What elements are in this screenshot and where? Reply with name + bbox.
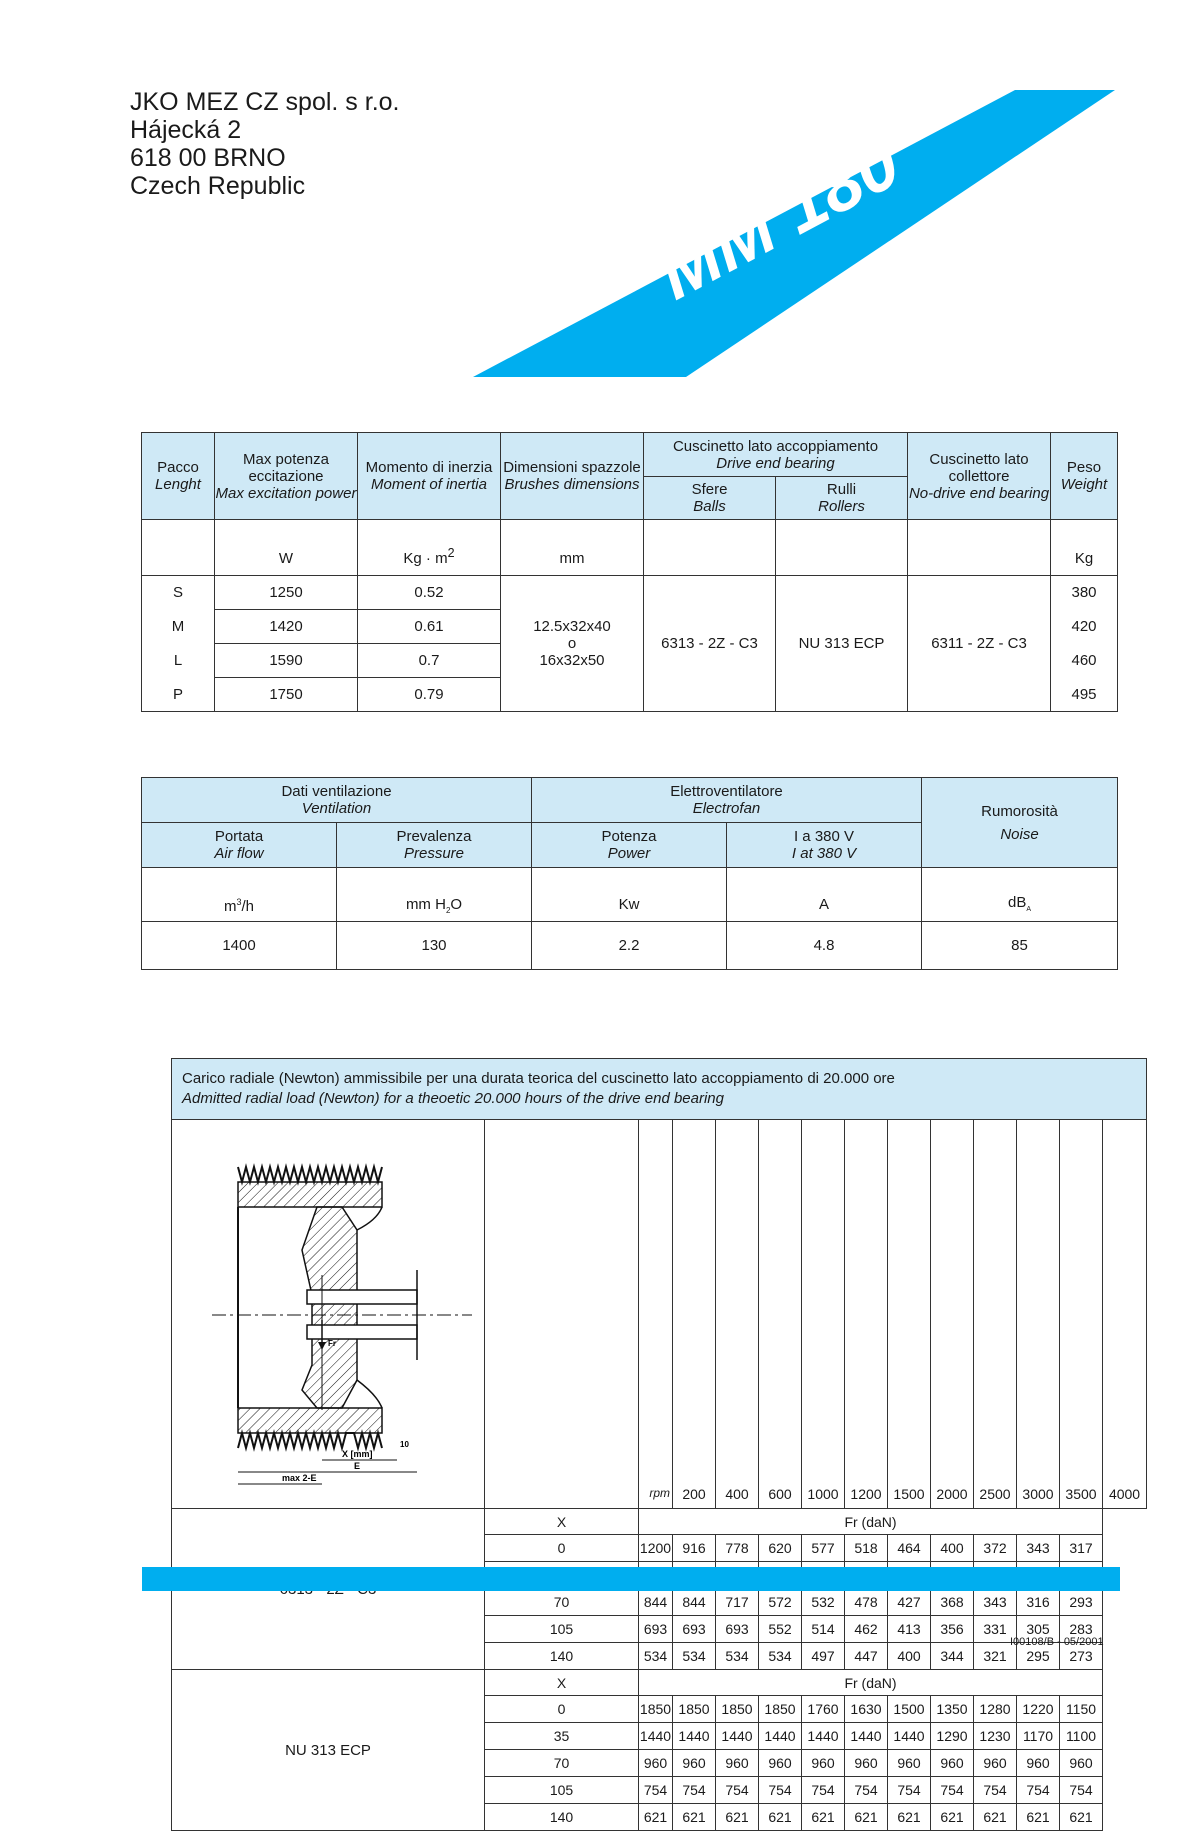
load-value-cell: 754 bbox=[931, 1777, 974, 1804]
load-value-cell: 621 bbox=[845, 1804, 888, 1831]
rpm-cell: 200 bbox=[673, 1120, 716, 1509]
load-value-cell: 321 bbox=[974, 1643, 1017, 1670]
header-brushes: Dimensioni spazzole Brushes dimensions bbox=[501, 433, 644, 520]
load-value-cell: 916 bbox=[673, 1535, 716, 1562]
load-value-cell: 1100 bbox=[1060, 1723, 1103, 1750]
unit-pacco bbox=[142, 520, 215, 576]
load-value-cell: 1440 bbox=[845, 1723, 888, 1750]
load-value-cell: 1850 bbox=[716, 1696, 759, 1723]
max-2e-label: max 2-E bbox=[282, 1473, 317, 1483]
load-value-cell: 427 bbox=[888, 1589, 931, 1616]
load-value-cell: 368 bbox=[931, 1589, 974, 1616]
company-name: JKO MEZ CZ spol. s r.o. bbox=[130, 88, 400, 116]
rpm-cell: 4000 bbox=[1103, 1120, 1147, 1509]
ventilation-table bbox=[141, 777, 1118, 970]
load-value-cell: 1290 bbox=[931, 1723, 974, 1750]
noise-value: 85 bbox=[922, 922, 1118, 970]
load-value-cell: 343 bbox=[1017, 1535, 1060, 1562]
radial-load-title: Carico radiale (Newton) ammissibile per una durata teorica del cuscinetto lato accoppiamento di 20.000 ore Admitted radial load (Newton) for a theoetic 20.000 hours of the drive end bearing bbox=[172, 1059, 1147, 1120]
load-value-cell: 621 bbox=[639, 1804, 673, 1831]
load-value-cell: 1440 bbox=[639, 1723, 673, 1750]
x-value-cell: 140 bbox=[485, 1643, 639, 1670]
load-value-cell: 1440 bbox=[802, 1723, 845, 1750]
current-value: 4.8 bbox=[727, 922, 922, 970]
load-value-cell: 754 bbox=[639, 1777, 673, 1804]
brush-dimensions-cell: 12.5x32x40 o 16x32x50 bbox=[501, 576, 644, 712]
unit-weight: Kg bbox=[1051, 520, 1118, 576]
bearing-name-cell: NU 313 ECP bbox=[172, 1670, 485, 1831]
rpm-cell: 1500 bbox=[888, 1120, 931, 1509]
unit-noise: $dB_A$ bbox=[922, 868, 1118, 922]
load-value-cell: 1760 bbox=[802, 1696, 845, 1723]
rpm-cell: 600 bbox=[759, 1120, 802, 1509]
load-value-cell: 534 bbox=[673, 1643, 716, 1670]
x-value-cell: 105 bbox=[485, 1616, 639, 1643]
load-value-cell: 621 bbox=[1017, 1804, 1060, 1831]
footer-bar bbox=[142, 1567, 1120, 1591]
rpm-cell: 1000 bbox=[802, 1120, 845, 1509]
load-value-cell: 343 bbox=[974, 1589, 1017, 1616]
x-value-cell: 70 bbox=[485, 1750, 639, 1777]
load-value-cell: 754 bbox=[802, 1777, 845, 1804]
load-value-cell: 621 bbox=[931, 1804, 974, 1831]
load-value-cell: 534 bbox=[716, 1643, 759, 1670]
load-value-cell: 754 bbox=[845, 1777, 888, 1804]
load-value-cell: 1850 bbox=[759, 1696, 802, 1723]
pulley-drawing-cell bbox=[172, 1120, 485, 1509]
ten-label: 10 bbox=[400, 1440, 409, 1449]
load-value-cell: 844 bbox=[673, 1589, 716, 1616]
unit-rollers bbox=[776, 520, 908, 576]
load-value-cell: 621 bbox=[759, 1804, 802, 1831]
power-cell: 1750 bbox=[215, 678, 358, 712]
fr-label: Fr bbox=[328, 1339, 336, 1348]
company-city: 618 00 BRNO bbox=[130, 144, 286, 172]
header-pressure: Prevalenza Pressure bbox=[337, 823, 532, 868]
rpm-cell: 3000 bbox=[1017, 1120, 1060, 1509]
air-flow-value: 1400 bbox=[142, 922, 337, 970]
rpm-cell: 2500 bbox=[974, 1120, 1017, 1509]
load-value-cell: 1440 bbox=[888, 1723, 931, 1750]
weight-cell: 380 bbox=[1051, 576, 1118, 610]
load-value-cell: 273 bbox=[1060, 1643, 1103, 1670]
load-value-cell: 331 bbox=[974, 1616, 1017, 1643]
load-value-cell: 1440 bbox=[673, 1723, 716, 1750]
header-electrofan: Elettroventilatore Electrofan bbox=[532, 778, 922, 823]
load-value-cell: 295 bbox=[1017, 1643, 1060, 1670]
load-value-cell: 400 bbox=[888, 1643, 931, 1670]
load-value-cell: 621 bbox=[716, 1804, 759, 1831]
load-value-cell: 447 bbox=[845, 1643, 888, 1670]
nde-bearing-cell: 6311 - 2Z - C3 bbox=[908, 576, 1051, 712]
load-value-cell: 620 bbox=[759, 1535, 802, 1562]
load-value-cell: 534 bbox=[639, 1643, 673, 1670]
load-value-cell: 514 bbox=[802, 1616, 845, 1643]
header-noise: Rumorosità Noise bbox=[922, 778, 1118, 868]
load-value-cell: 960 bbox=[802, 1750, 845, 1777]
header-pacco: Pacco Lenght bbox=[142, 433, 215, 520]
load-value-cell: 693 bbox=[716, 1616, 759, 1643]
load-value-cell: 693 bbox=[639, 1616, 673, 1643]
load-value-cell: 844 bbox=[639, 1589, 673, 1616]
load-value-cell: 518 bbox=[845, 1535, 888, 1562]
load-value-cell: 1850 bbox=[673, 1696, 716, 1723]
model-name: MM 180 bbox=[645, 122, 913, 316]
load-value-cell: 1200 bbox=[639, 1535, 673, 1562]
load-value-cell: 960 bbox=[888, 1750, 931, 1777]
unit-fan-power: Kw bbox=[532, 868, 727, 922]
inertia-cell: 0.61 bbox=[358, 610, 501, 644]
load-value-cell: 960 bbox=[931, 1750, 974, 1777]
rpm-cell: 3500 bbox=[1060, 1120, 1103, 1509]
radial-load-table bbox=[171, 1058, 1147, 1831]
load-value-cell: 960 bbox=[759, 1750, 802, 1777]
load-value-cell: 497 bbox=[802, 1643, 845, 1670]
unit-current: A bbox=[727, 868, 922, 922]
fr-header: Fr (daN) bbox=[639, 1670, 1103, 1696]
load-value-cell: 1150 bbox=[1060, 1696, 1103, 1723]
header-fan-power: Potenza Power bbox=[532, 823, 727, 868]
load-value-cell: 960 bbox=[974, 1750, 1017, 1777]
load-value-cell: 462 bbox=[845, 1616, 888, 1643]
load-value-cell: 372 bbox=[974, 1535, 1017, 1562]
load-value-cell: 754 bbox=[759, 1777, 802, 1804]
x-value-cell: 0 bbox=[485, 1696, 639, 1723]
x-mm-label: X [mm] bbox=[342, 1449, 373, 1459]
company-street: Hájecká 2 bbox=[130, 116, 242, 144]
rpm-cell: 2000 bbox=[931, 1120, 974, 1509]
load-value-cell: 1440 bbox=[759, 1723, 802, 1750]
pulley-shape bbox=[238, 1167, 417, 1448]
load-value-cell: 754 bbox=[888, 1777, 931, 1804]
x-value-cell: 105 bbox=[485, 1777, 639, 1804]
load-value-cell: 1220 bbox=[1017, 1696, 1060, 1723]
load-value-cell: 1350 bbox=[931, 1696, 974, 1723]
weight-cell: 495 bbox=[1051, 678, 1118, 712]
header-ventilation: Dati ventilazione Ventilation bbox=[142, 778, 532, 823]
load-value-cell: 754 bbox=[974, 1777, 1017, 1804]
x-header: X bbox=[485, 1509, 639, 1535]
x-value-cell: 0 bbox=[485, 1535, 639, 1562]
weight-cell: 420 bbox=[1051, 610, 1118, 644]
header-max-power: Max potenza eccitazione Max excitation power bbox=[215, 433, 358, 520]
load-value-cell: 621 bbox=[974, 1804, 1017, 1831]
unit-balls bbox=[644, 520, 776, 576]
size-cell: P bbox=[142, 678, 215, 712]
power-cell: 1420 bbox=[215, 610, 358, 644]
load-value-cell: 400 bbox=[931, 1535, 974, 1562]
size-cell: L bbox=[142, 644, 215, 678]
load-value-cell: 960 bbox=[639, 1750, 673, 1777]
load-value-cell: 283 bbox=[1060, 1616, 1103, 1643]
header-inertia: Momento di inerzia Moment of inertia bbox=[358, 433, 501, 520]
load-value-cell: 552 bbox=[759, 1616, 802, 1643]
inertia-cell: 0.52 bbox=[358, 576, 501, 610]
x-value-cell: 70 bbox=[485, 1589, 639, 1616]
inertia-cell: 0.79 bbox=[358, 678, 501, 712]
load-value-cell: 960 bbox=[1060, 1750, 1103, 1777]
unit-air-flow: $m^3/h$ bbox=[142, 868, 337, 922]
rpm-cell: 1200 bbox=[845, 1120, 888, 1509]
load-value-cell: 1230 bbox=[974, 1723, 1017, 1750]
load-value-cell: 572 bbox=[759, 1589, 802, 1616]
load-value-cell: 534 bbox=[759, 1643, 802, 1670]
header-balls: Sfere Balls bbox=[644, 477, 776, 520]
header-drive-end-bearing: Cuscinetto lato accoppiamento Drive end bearing bbox=[644, 433, 908, 477]
load-value-cell: 717 bbox=[716, 1589, 759, 1616]
load-value-cell: 1500 bbox=[888, 1696, 931, 1723]
load-value-cell: 1630 bbox=[845, 1696, 888, 1723]
load-value-cell: 293 bbox=[1060, 1589, 1103, 1616]
company-country: Czech Republic bbox=[130, 172, 306, 200]
rpm-blank-cell bbox=[485, 1120, 639, 1509]
load-value-cell: 464 bbox=[888, 1535, 931, 1562]
unit-power: W bbox=[215, 520, 358, 576]
model-banner bbox=[0, 0, 1190, 400]
header-current: I a 380 V I at 380 V bbox=[727, 823, 922, 868]
load-value-cell: 413 bbox=[888, 1616, 931, 1643]
load-value-cell: 778 bbox=[716, 1535, 759, 1562]
load-value-cell: 316 bbox=[1017, 1589, 1060, 1616]
power-cell: 1250 bbox=[215, 576, 358, 610]
load-value-cell: 754 bbox=[716, 1777, 759, 1804]
rpm-cell: 400 bbox=[716, 1120, 759, 1509]
fr-header: Fr (daN) bbox=[639, 1509, 1103, 1535]
unit-pressure: mm $H_2O$ bbox=[337, 868, 532, 922]
load-value-cell: 478 bbox=[845, 1589, 888, 1616]
load-value-cell: 693 bbox=[673, 1616, 716, 1643]
pulley-drawing bbox=[172, 1120, 485, 1505]
load-value-cell: 960 bbox=[845, 1750, 888, 1777]
load-value-cell: 960 bbox=[1017, 1750, 1060, 1777]
load-value-cell: 317 bbox=[1060, 1535, 1103, 1562]
load-value-cell: 754 bbox=[1060, 1777, 1103, 1804]
load-value-cell: 621 bbox=[1060, 1804, 1103, 1831]
x-value-cell: 140 bbox=[485, 1804, 639, 1831]
load-value-cell: 754 bbox=[673, 1777, 716, 1804]
inertia-cell: 0.7 bbox=[358, 644, 501, 678]
load-value-cell: 1440 bbox=[716, 1723, 759, 1750]
header-rollers: Rulli Rollers bbox=[776, 477, 908, 520]
power-cell: 1590 bbox=[215, 644, 358, 678]
header-weight: Peso Weight bbox=[1051, 433, 1118, 520]
load-value-cell: 1850 bbox=[639, 1696, 673, 1723]
rpm-label: rpm bbox=[639, 1120, 673, 1509]
load-value-cell: 960 bbox=[716, 1750, 759, 1777]
header-air-flow: Portata Air flow bbox=[142, 823, 337, 868]
size-cell: S bbox=[142, 576, 215, 610]
fan-power-value: 2.2 bbox=[532, 922, 727, 970]
load-value-cell: 532 bbox=[802, 1589, 845, 1616]
pressure-value: 130 bbox=[337, 922, 532, 970]
load-value-cell: 621 bbox=[888, 1804, 931, 1831]
balls-bearing-cell: 6313 - 2Z - C3 bbox=[644, 576, 776, 712]
x-header: X bbox=[485, 1670, 639, 1696]
load-value-cell: 344 bbox=[931, 1643, 974, 1670]
load-value-cell: 1170 bbox=[1017, 1723, 1060, 1750]
load-value-cell: 621 bbox=[673, 1804, 716, 1831]
load-value-cell: 621 bbox=[802, 1804, 845, 1831]
e-label: E bbox=[354, 1461, 361, 1471]
header-no-drive-end-bearing: Cuscinetto lato collettore No-drive end bearing bbox=[908, 433, 1051, 520]
load-value-cell: 960 bbox=[673, 1750, 716, 1777]
load-value-cell: 356 bbox=[931, 1616, 974, 1643]
unit-brushes: mm bbox=[501, 520, 644, 576]
load-value-cell: 754 bbox=[1017, 1777, 1060, 1804]
load-value-cell: 1280 bbox=[974, 1696, 1017, 1723]
unit-inertia: $Kg \cdot m^2$ bbox=[358, 520, 501, 576]
size-cell: M bbox=[142, 610, 215, 644]
load-value-cell: 305 bbox=[1017, 1616, 1060, 1643]
weight-cell: 460 bbox=[1051, 644, 1118, 678]
x-value-cell: 35 bbox=[485, 1723, 639, 1750]
rollers-bearing-cell: NU 313 ECP bbox=[776, 576, 908, 712]
document-reference: I00108/B - 05/2001 bbox=[1010, 1636, 1104, 1648]
specs-table bbox=[141, 432, 1118, 712]
unit-nde bbox=[908, 520, 1051, 576]
load-value-cell: 577 bbox=[802, 1535, 845, 1562]
